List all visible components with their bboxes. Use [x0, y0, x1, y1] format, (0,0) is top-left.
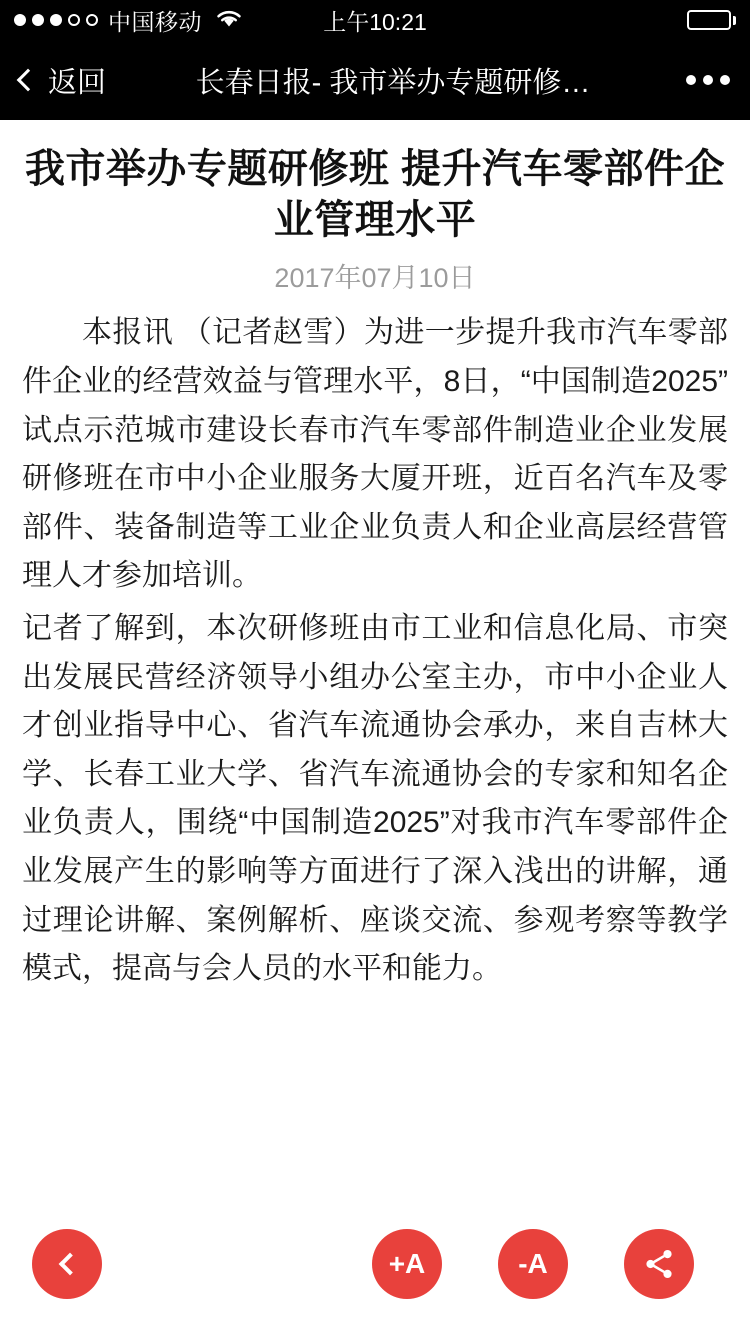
- increase-font-button[interactable]: [372, 1229, 442, 1299]
- status-bar: [0, 0, 750, 40]
- article-paragraph: 本报讯 （记者赵雪）为进一步提升我市汽车零部件企业的经营效益与管理水平，8日，“中国制造2025”试点示范城市建设长春市汽车零部件制造业企业发展研修班在市中小企业服务大厦开班，近百名汽车及零部件、装备制造等工业企业负责人和企业高层经营管理人才参加培训。: [22, 316, 728, 593]
- chevron-left-icon: [17, 69, 40, 92]
- chevron-left-icon: [59, 1253, 82, 1276]
- article-paragraph: 记者了解到，本次研修班由市工业和信息化局、市突出发展民营经济领导小组办公室主办，市中小企业人才创业指导中心、省汽车流通协会承办，来自吉林大学、长春工业大学、省汽车流通协会的专家和知名企业负责人，围绕“中国制造2025”对我市汽车零部件企业发展产生的影响等方面进行了深入浅出的讲解，通过理论讲解、案例解析、座谈交流、参观考察等教学模式，提高与会人员的水平和能力。: [22, 611, 728, 986]
- more-horizontal-icon: [720, 75, 730, 85]
- share-button[interactable]: [624, 1229, 694, 1299]
- nav-back-button[interactable]: [20, 60, 106, 101]
- carrier-label: 中国移动: [108, 8, 202, 35]
- more-horizontal-icon: [686, 75, 696, 85]
- article-body: [22, 309, 728, 993]
- page-title: 长春日报- 我市举办专题研修…: [195, 66, 591, 99]
- share-icon: [642, 1247, 676, 1281]
- article-date: 2017年07月10日: [274, 263, 476, 294]
- article-title: 我市举办专题研修班 提升汽车零部件企业管理水平: [24, 147, 726, 243]
- signal-strength-icon: [14, 14, 98, 26]
- more-options-button[interactable]: [680, 75, 730, 85]
- toolbar-back-button[interactable]: [32, 1229, 102, 1299]
- wifi-icon: [214, 7, 244, 36]
- navigation-bar: [0, 40, 750, 120]
- decrease-font-button[interactable]: [498, 1229, 568, 1299]
- more-horizontal-icon: [703, 75, 713, 85]
- bottom-toolbar: [0, 1194, 750, 1334]
- article-container: [0, 120, 750, 1334]
- decrease-font-label: -A: [518, 1248, 548, 1279]
- status-time: 上午10:21: [323, 8, 427, 35]
- battery-icon: [687, 10, 736, 30]
- nav-back-label: 返回: [48, 66, 107, 99]
- increase-font-label: +A: [388, 1248, 426, 1279]
